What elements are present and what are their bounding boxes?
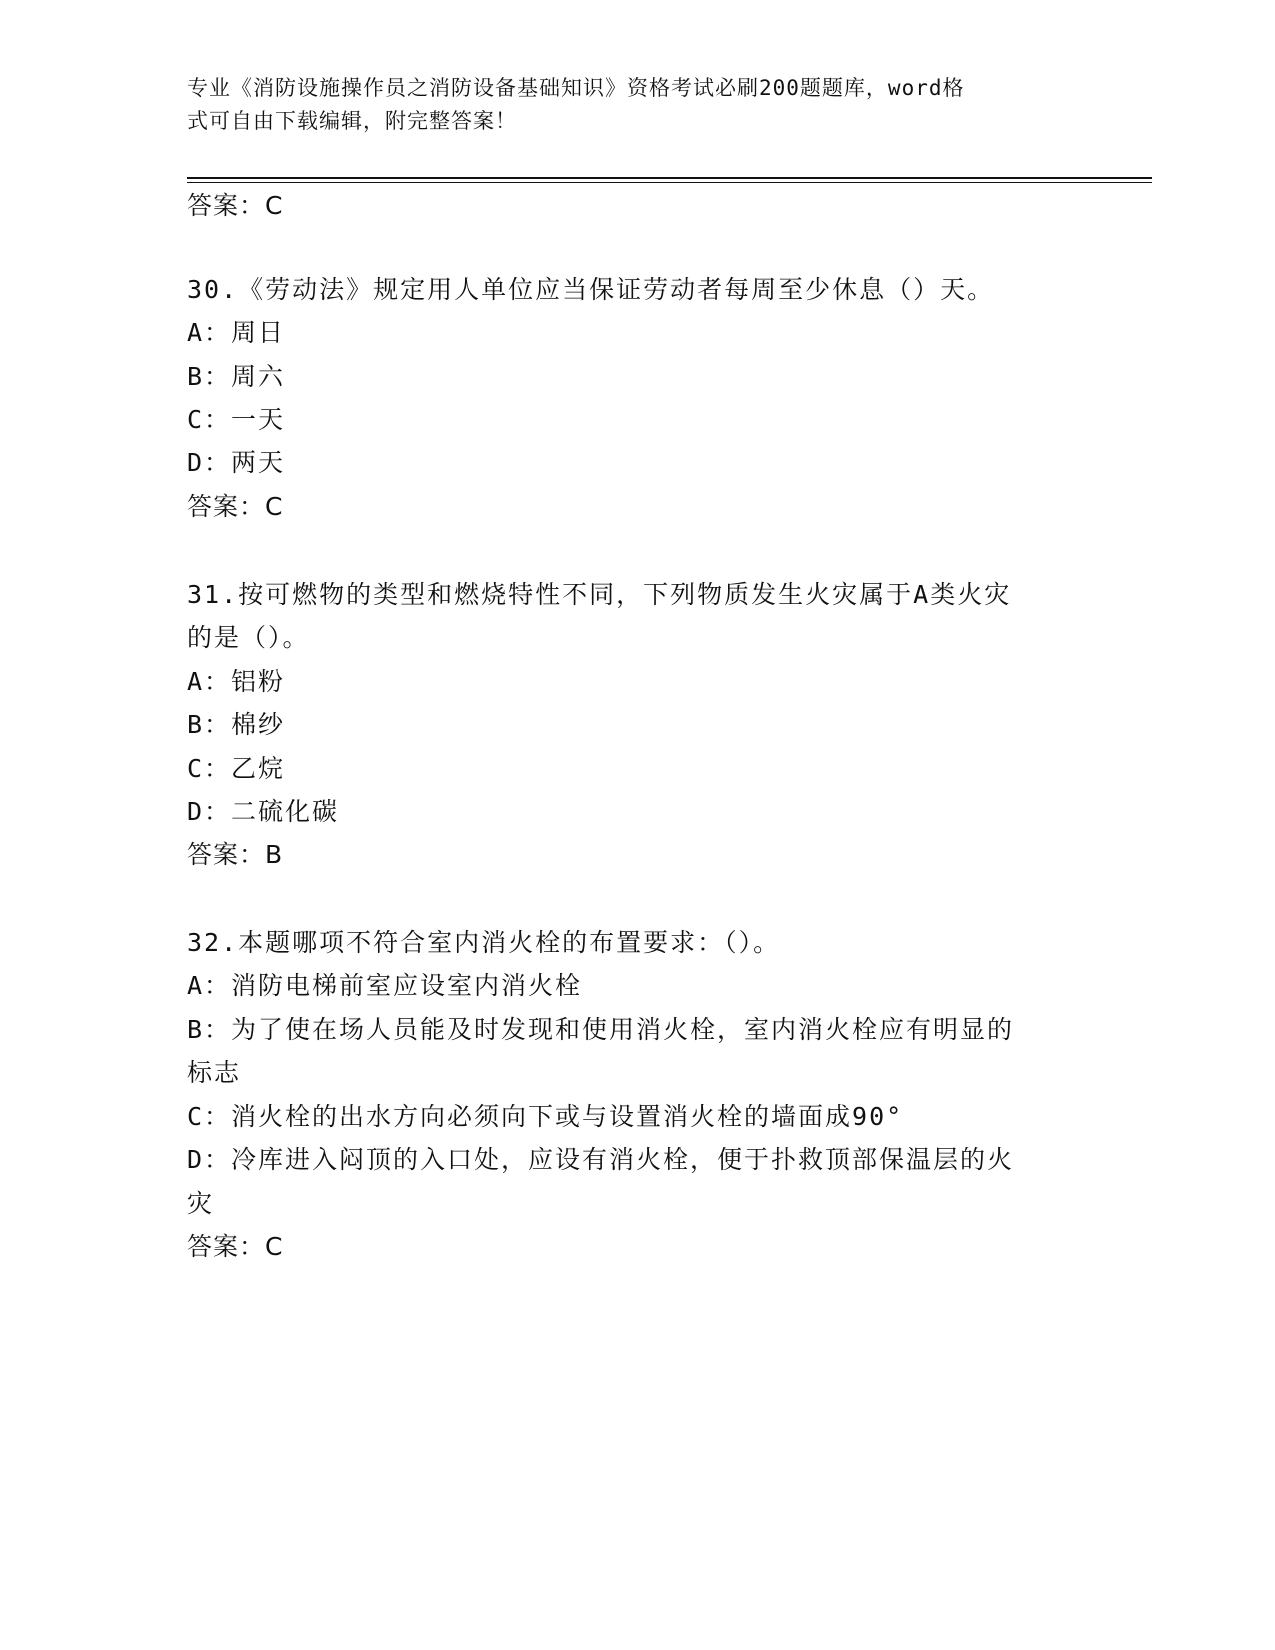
answer-q31: 答案：B	[187, 840, 284, 869]
question-31-option-b: B：棉纱	[187, 710, 286, 739]
header-line-1: 专业《消防设施操作员之消防设备基础知识》资格考试必刷200题题库，word格	[187, 76, 965, 100]
question-30-option-d: D：两天	[187, 448, 286, 477]
question-31-option-c: C：乙烷	[187, 754, 286, 783]
question-32-option-c: C：消火栓的出水方向必须向下或与设置消火栓的墙面成90°	[187, 1102, 904, 1131]
question-32-stem: 32.本题哪项不符合室内消火栓的布置要求：（）。	[187, 928, 781, 957]
header-rule-thin	[187, 182, 1152, 183]
question-30-option-a: A：周日	[187, 318, 286, 347]
answer-q29: 答案：C	[187, 191, 284, 220]
question-30-option-c: C：一天	[187, 405, 286, 434]
question-32-option-b-line-2: 标志	[187, 1058, 242, 1087]
question-31-stem-line-1: 31.按可燃物的类型和燃烧特性不同，下列物质发生火灾属于A类火灾	[187, 580, 1012, 609]
header-line-2: 式可自由下载编辑，附完整答案！	[187, 109, 517, 133]
answer-q30: 答案：C	[187, 492, 284, 521]
question-32-option-d-line-1: D：冷库进入闷顶的入口处，应设有消火栓，便于扑救顶部保温层的火	[187, 1145, 1015, 1174]
question-32-option-d-line-2: 灾	[187, 1189, 215, 1218]
header-rule-thick	[187, 177, 1152, 179]
question-32-option-b-line-1: B：为了使在场人员能及时发现和使用消火栓，室内消火栓应有明显的	[187, 1015, 1015, 1044]
question-32-option-a: A：消防电梯前室应设室内消火栓	[187, 971, 583, 1000]
question-30-stem: 30.《劳动法》规定用人单位应当保证劳动者每周至少休息（）天。	[187, 275, 995, 304]
question-31-stem-line-2: 的是（）。	[187, 623, 310, 652]
question-31-option-a: A：铝粉	[187, 667, 286, 696]
document-header	[187, 72, 1067, 138]
question-30-option-b: B：周六	[187, 362, 286, 391]
question-31-option-d: D：二硫化碳	[187, 797, 340, 826]
answer-q32: 答案：C	[187, 1232, 284, 1261]
